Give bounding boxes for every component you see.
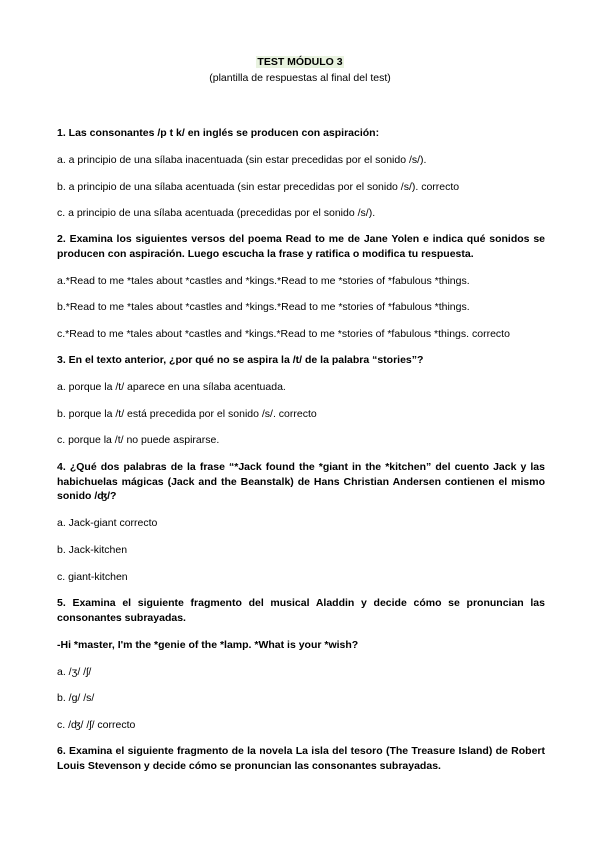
question-4-option-b: b. Jack-kitchen <box>57 544 128 556</box>
question-2-option-c: c.*Read to me *tales about *castles and *kings.*Read to me *stories of *fabulous *things. correcto <box>57 328 510 340</box>
document-subtitle: (plantilla de respuestas al final del test) <box>209 72 391 84</box>
question-5: 5. Examina el siguiente fragmento del musical Aladdin y decide cómo se pronuncian las consonantes subrayadas. <box>57 597 545 624</box>
question-2-option-a: a.*Read to me *tales about *castles and *kings.*Read to me *stories of *fabulous *things. <box>57 275 470 287</box>
question-2-option-b: b.*Read to me *tales about *castles and *kings.*Read to me *stories of *fabulous *things. <box>57 301 470 313</box>
question-3-option-b: b. porque la /t/ está precedida por el sonido /s/. correcto <box>57 408 317 420</box>
question-5-option-a: a. /ʒ/ /ʃ/ <box>57 666 92 678</box>
question-5-quote: -Hi *master, I'm the *genie of the *lamp. *What is your *wish? <box>57 639 359 651</box>
question-4: 4. ¿Qué dos palabras de la frase “*Jack found the *giant in the *kitchen” del cuento Jack y las habichuelas mágicas (Jack and the Beanstalk) de Hans Christian Andersen contienen el mismo sonido /ʤ/? <box>57 461 545 502</box>
question-2: 2. Examina los siguientes versos del poema Read to me de Jane Yolen e indica qué sonidos se producen con aspiración. Luego escucha la frase y ratifica o modifica tu respuesta. <box>57 233 545 260</box>
document-title: TEST MÓDULO 3 <box>257 56 343 68</box>
question-1-option-c: c. a principio de una sílaba acentuada (precedidas por el sonido /s/). <box>57 207 376 219</box>
question-1-option-b: b. a principio de una sílaba acentuada (sin estar precedidas por el sonido /s/). correcto <box>57 181 460 193</box>
question-4-option-a: a. Jack-giant correcto <box>57 517 158 529</box>
question-5-option-c: c. /ʤ/ /ʃ/ correcto <box>57 719 136 731</box>
question-4-option-c: c. giant-kitchen <box>57 571 128 583</box>
question-3-option-a: a. porque la /t/ aparece en una sílaba acentuada. <box>57 381 286 393</box>
question-1-option-a: a. a principio de una sílaba inacentuada (sin estar precedidas por el sonido /s/). <box>57 154 427 166</box>
question-1: 1. Las consonantes /p t k/ en inglés se producen con aspiración: <box>57 127 380 139</box>
question-6: 6. Examina el siguiente fragmento de la novela La isla del tesoro (The Treasure Island) de Robert Louis Stevenson y decide cómo se pronuncian las consonantes subrayadas. <box>57 745 545 772</box>
question-3-option-c: c. porque la /t/ no puede aspirarse. <box>57 434 220 446</box>
question-3: 3. En el texto anterior, ¿por qué no se aspira la /t/ de la palabra “stories”? <box>57 354 424 366</box>
question-5-option-b: b. /g/ /s/ <box>57 692 95 704</box>
